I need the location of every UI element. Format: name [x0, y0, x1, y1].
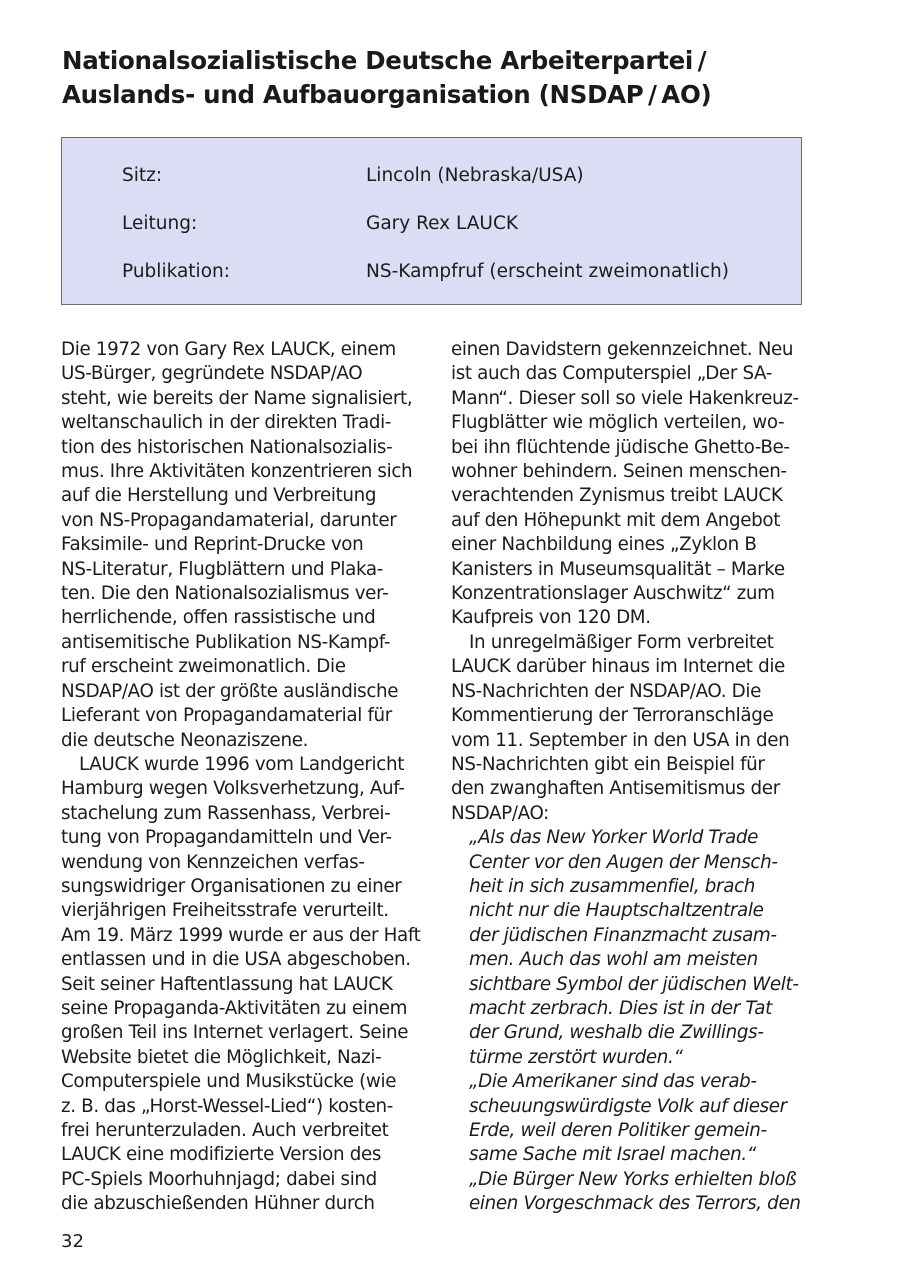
- text-line: Website bietet die Möglichkeit, Nazi-: [61, 1046, 382, 1068]
- page-title: [62, 44, 842, 112]
- text-line: scheuungswürdigste Volk auf dieser: [469, 1095, 787, 1117]
- text-line: auf den Höhepunkt mit dem Angebot: [451, 509, 781, 531]
- text-line: LAUCK darüber hinaus im Internet die: [451, 656, 785, 678]
- page-number: 32: [61, 1231, 84, 1252]
- text-line: „Als das New Yorker World Trade: [469, 827, 758, 849]
- text-line: Am 19. März 1999 wurde er aus der Haft: [61, 924, 421, 946]
- text-line: verachtenden Zynismus treibt LAUCK: [451, 485, 783, 507]
- text-line: bei ihn flüchtende jüdische Ghetto-Be-: [451, 436, 790, 458]
- text-line: Kanisters in Museumsqualität – Marke: [451, 558, 785, 580]
- text-line: Center vor den Augen der Mensch-: [469, 851, 778, 873]
- text-line: Kommentierung der Terroranschläge: [451, 705, 774, 727]
- text-line: Seit seiner Haftentlassung hat LAUCK: [61, 973, 393, 995]
- text-line: NSDAP/AO:: [451, 802, 549, 824]
- text-line: NS-Nachrichten gibt ein Beispiel für: [451, 753, 765, 775]
- text-line: weltanschaulich in der direkten Tradi-: [61, 412, 392, 434]
- title-line-2: Auslands- und Aufbauorganisation (NSDAP / AO): [62, 80, 712, 109]
- text-line: vom 11. September in den USA in den: [451, 729, 790, 751]
- text-line: sungswidriger Organisationen zu einer: [61, 875, 402, 897]
- text-line: den zwanghaften Antisemitismus der: [451, 778, 780, 800]
- text-line: einen Vorgeschmack des Terrors, den: [469, 1193, 801, 1215]
- text-line: Computerspiele und Musikstücke (wie: [61, 1071, 397, 1093]
- text-line: NS-Literatur, Flugblättern und Plaka-: [61, 558, 384, 580]
- text-line: einer Nachbildung eines „Zyklon B: [451, 534, 757, 556]
- text-line: die deutsche Neonaziszene.: [61, 729, 309, 751]
- text-line: ist auch das Computerspiel „Der SA-: [451, 363, 773, 385]
- text-line: same Sache mit Israel machen.“: [469, 1144, 756, 1166]
- text-line: die abzuschießenden Hühner durch: [61, 1193, 375, 1215]
- text-line: von NS-Propagandamaterial, darunter: [61, 509, 397, 531]
- text-line: NSDAP/AO ist der größte ausländische: [61, 680, 399, 702]
- text-line: Flugblätter wie möglich verteilen, wo-: [451, 412, 785, 434]
- text-line: Faksimile- und Reprint-Drucke von: [61, 534, 364, 556]
- text-line: NS-Nachrichten der NSDAP/AO. Die: [451, 680, 761, 702]
- text-line: men. Auch das wohl am meisten: [469, 949, 758, 971]
- text-line: LAUCK eine modifizierte Version des: [61, 1144, 382, 1166]
- text-line: ten. Die den Nationalsozialismus ver-: [61, 583, 389, 605]
- text-line: Hamburg wegen Volksverhetzung, Auf-: [61, 778, 405, 800]
- text-line: mus. Ihre Aktivitäten konzentrieren sich: [61, 461, 413, 483]
- text-line: Die 1972 von Gary Rex LAUCK, einem: [61, 339, 396, 360]
- text-line: stachelung zum Rassenhass, Verbrei-: [61, 802, 391, 824]
- info-value: Lincoln (Nebraska/USA): [366, 165, 584, 186]
- text-line: Mann“. Dieser soll so viele Hakenkreuz-: [451, 387, 799, 409]
- text-line: seine Propaganda-Aktivitäten zu einem: [61, 997, 408, 1019]
- text-line: Erde, weil deren Politiker gemein-: [469, 1120, 767, 1141]
- text-line: herrlichende, offen rassistische und: [61, 607, 376, 629]
- text-line: z. B. das „Horst-Wessel-Lied“) kosten-: [61, 1095, 394, 1117]
- text-line: ruf erscheint zweimonatlich. Die: [61, 656, 346, 678]
- text-line: auf die Herstellung und Verbreitung: [61, 485, 377, 507]
- text-column-right: [451, 338, 846, 1217]
- text-line: LAUCK wurde 1996 vom Landgericht: [79, 753, 405, 775]
- info-label: Sitz:: [122, 165, 163, 186]
- text-line: türme zerstört wurden.“: [469, 1046, 683, 1068]
- info-label: Publikation:: [122, 261, 230, 282]
- text-line: großen Teil ins Internet verlagert. Seine: [61, 1022, 409, 1044]
- text-line: antisemitische Publikation NS-Kampf-: [61, 631, 391, 653]
- text-line: frei herunterzuladen. Auch verbreitet: [61, 1120, 389, 1141]
- text-line: Konzentrationslager Auschwitz“ zum: [451, 583, 775, 605]
- info-box: [61, 137, 802, 305]
- info-value: Gary Rex LAUCK: [366, 213, 518, 234]
- text-line: der jüdischen Finanzmacht zusam-: [469, 924, 777, 946]
- text-line: Kaufpreis von 120 DM.: [451, 607, 651, 629]
- text-line: nicht nur die Hauptschaltzentrale: [469, 900, 764, 922]
- text-line: steht, wie bereits der Name signalisiert,: [61, 387, 413, 409]
- text-line: US-Bürger, gegründete NSDAP/AO: [61, 363, 363, 385]
- text-line: der Grund, weshalb die Zwillings-: [469, 1022, 764, 1044]
- text-line: tung von Propagandamitteln und Ver-: [61, 827, 392, 849]
- text-line: Lieferant von Propagandamaterial für: [61, 705, 392, 727]
- text-line: wohner behindern. Seinen menschen-: [451, 461, 787, 483]
- info-value: NS-Kampfruf (erscheint zweimonatlich): [366, 261, 729, 282]
- text-line: entlassen und in die USA abgeschoben.: [61, 949, 411, 971]
- text-line: wendung von Kennzeichen verfas-: [61, 851, 365, 873]
- text-line: sichtbare Symbol der jüdischen Welt-: [469, 973, 799, 995]
- text-line: „Die Amerikaner sind das verab-: [469, 1071, 757, 1093]
- text-line: einen Davidstern gekennzeichnet. Neu: [451, 339, 794, 360]
- text-line: vierjährigen Freiheitsstrafe verurteilt.: [61, 900, 389, 922]
- title-line-1: Nationalsozialistische Deutsche Arbeiterpartei /: [62, 46, 707, 75]
- text-line: macht zerbrach. Dies ist in der Tat: [469, 997, 772, 1019]
- text-line: „Die Bürger New Yorks erhielten bloß: [469, 1168, 797, 1190]
- text-line: tion des historischen Nationalsozialis-: [61, 436, 393, 458]
- info-label: Leitung:: [122, 213, 198, 234]
- text-line: PC-Spiels Moorhuhnjagd; dabei sind: [61, 1168, 377, 1190]
- text-column-left: [61, 338, 421, 1217]
- text-line: heit in sich zusammenfiel, brach: [469, 875, 756, 897]
- text-line: In unregelmäßiger Form verbreitet: [469, 631, 774, 653]
